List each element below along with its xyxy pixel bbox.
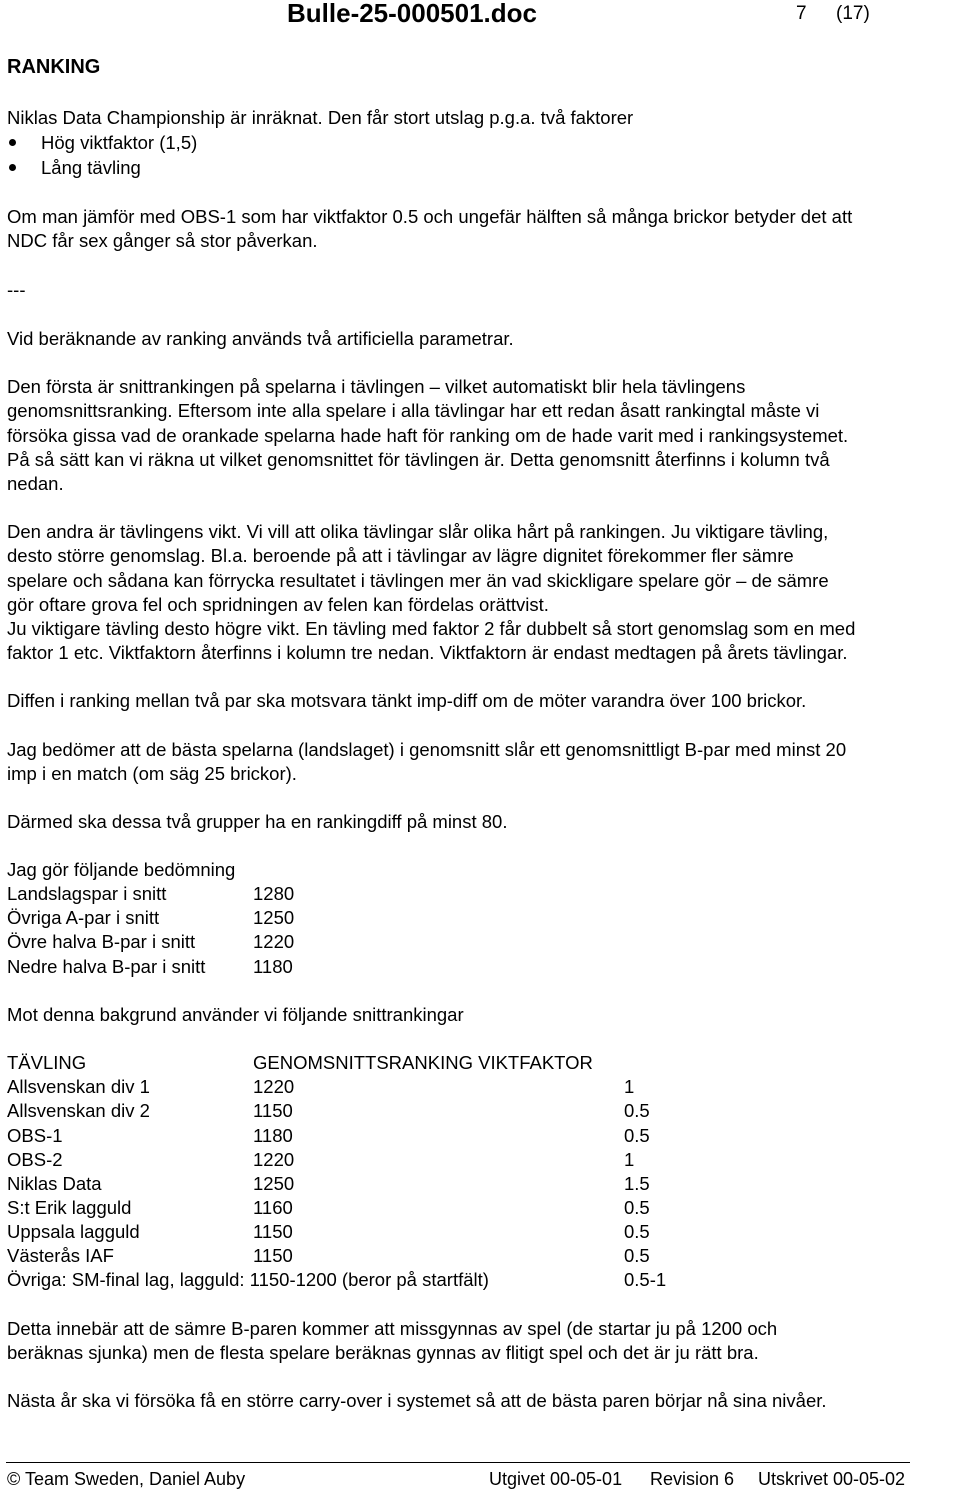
table-cell-ranking: 1220 <box>253 1149 295 1170</box>
conclusion-line: beräknas sjunka) men de flesta spelare beräknas gynnas av flitigt spel och det är ju rätt bra. <box>7 1342 759 1363</box>
paragraph-line: desto större genomslag. Bl.a. beroende på att i tävlingar av lägre dignitet förekommer fler sämre <box>7 545 794 566</box>
paragraph-line: gör oftare grova fel och spridningen av felen kan fördelas orättvist. <box>7 594 549 615</box>
assessment-label: Nedre halva B-par i snitt <box>7 956 206 977</box>
table-cell-factor: 0.5 <box>624 1197 650 1218</box>
params-line: Vid beräknande av ranking används två artificiella parametrar. <box>7 328 514 349</box>
table-cell-factor: 1.5 <box>624 1173 650 1194</box>
table-cell-factor: 0.5-1 <box>624 1269 667 1290</box>
table-cell-name: OBS-2 <box>7 1149 63 1170</box>
page-number: 7 <box>796 3 807 24</box>
table-header-tavling: TÄVLING <box>7 1052 87 1073</box>
footer-printed: Utskrivet 00-05-02 <box>758 1469 906 1489</box>
footer-revision: Revision 6 <box>650 1469 735 1489</box>
table-cell-factor: 1 <box>624 1076 635 1097</box>
conclusion-line: Detta innebär att de sämre B-paren kommer att missgynnas av spel (de startar ju på 1200 och <box>7 1318 778 1339</box>
paragraph-line: genomsnittsranking. Eftersom inte alla spelare i alla tävlingar har ett redan åsatt rankingtal måste vi <box>7 400 820 421</box>
bullet-dot <box>9 139 16 146</box>
table-cell-ranking: 1250 <box>253 1173 295 1194</box>
document-title: Bulle-25-000501.doc <box>287 0 538 28</box>
table-cell-factor: 0.5 <box>624 1245 650 1266</box>
footer-issued: Utgivet 00-05-01 <box>489 1469 623 1489</box>
footer-copyright: © Team Sweden, Daniel Auby <box>7 1469 246 1489</box>
table-cell-factor: 0.5 <box>624 1125 650 1146</box>
table-cell-ranking: 1220 <box>253 1076 295 1097</box>
paragraph-line: Den första är snittrankingen på spelarna i tävlingen – vilket automatiskt blir hela tävlingens <box>7 376 746 397</box>
bullet-item: Hög viktfaktor (1,5) <box>41 132 198 153</box>
compare-line: Om man jämför med OBS-1 som har viktfaktor 0.5 och ungefär hälften så många brickor betyder det att <box>7 206 853 227</box>
diff-line: Diffen i ranking mellan två par ska motsvara tänkt imp-diff om de möter varandra över 100 brickor. <box>7 690 807 711</box>
table-cell-ranking: 1150 <box>253 1100 293 1121</box>
compare-line: NDC får sex gånger så stor påverkan. <box>7 230 318 251</box>
assessment-value: 1280 <box>253 883 295 904</box>
table-cell-name: Niklas Data <box>7 1173 102 1194</box>
assessment-value: 1220 <box>253 931 295 952</box>
section-heading: RANKING <box>7 56 101 78</box>
judge-line: Jag bedömer att de bästa spelarna (landslaget) i genomsnitt slår ett genomsnittligt B-par med minst 20 <box>7 739 847 760</box>
bullet-item: Lång tävling <box>41 157 141 178</box>
assessment-title: Jag gör följande bedömning <box>7 859 236 880</box>
therefore-line: Därmed ska dessa två grupper ha en rankingdiff på minst 80. <box>7 811 508 832</box>
table-cell-name: Uppsala lagguld <box>7 1221 140 1242</box>
table-cell-ranking: 1180 <box>253 1125 293 1146</box>
table-cell-factor: 0.5 <box>624 1221 650 1242</box>
assessment-label: Övriga A-par i snitt <box>7 907 160 928</box>
table-cell-ranking: 1150 <box>253 1221 293 1242</box>
next-year-line: Nästa år ska vi försöka få en större carry-over i systemet så att de bästa paren börjar nå sina nivåer. <box>7 1390 827 1411</box>
paragraph-line: Den andra är tävlingens vikt. Vi vill att olika tävlingar slår olika hårt på rankingen. Ju viktigare tävling, <box>7 521 829 542</box>
paragraph-line: Ju viktigare tävling desto högre vikt. En tävling med faktor 2 får dubbelt så stort genomslag som en med <box>7 618 856 639</box>
paragraph-line: faktor 1 etc. Viktfaktorn återfinns i kolumn tre nedan. Viktfaktorn är endast medtagen på årets tävlingar. <box>7 642 848 663</box>
paragraph-line: spelare och sådana kan förrycka resultatet i tävlingen mer än vad skickligare spelare gör – de sämre <box>7 570 829 591</box>
page-total: (17) <box>836 3 870 24</box>
table-cell-ranking: 1150 <box>253 1245 293 1266</box>
table-cell-name: Allsvenskan div 1 <box>7 1076 150 1097</box>
paragraph-line: nedan. <box>7 473 64 494</box>
table-cell-factor: 1 <box>624 1149 635 1170</box>
paragraph-line: försöka gissa vad de orankade spelarna hade haft för ranking om de hade varit med i rankingsystemet. <box>7 425 849 446</box>
table-cell-factor: 0.5 <box>624 1100 650 1121</box>
table-cell-name: Västerås IAF <box>7 1245 114 1266</box>
assessment-label: Övre halva B-par i snitt <box>7 931 196 952</box>
table-cell-name: S:t Erik lagguld <box>7 1197 132 1218</box>
intro-line: Niklas Data Championship är inräknat. Den får stort utslag p.g.a. två faktorer <box>7 107 634 128</box>
table-cell-name: Allsvenskan div 2 <box>7 1100 150 1121</box>
judge-line: imp i en match (om säg 25 brickor). <box>7 763 297 784</box>
paragraph-line: På så sätt kan vi räkna ut vilket genomsnittet för tävlingen är. Detta genomsnitt återfinns i kolumn två <box>7 449 830 470</box>
assessment-value: 1180 <box>253 956 293 977</box>
separator: --- <box>7 279 26 300</box>
assessment-value: 1250 <box>253 907 295 928</box>
bullet-dot <box>9 164 16 171</box>
table-cell-name: OBS-1 <box>7 1125 63 1146</box>
assessment-label: Landslagspar i snitt <box>7 883 167 904</box>
table-header-ranking-factor: GENOMSNITTSRANKING VIKTFAKTOR <box>253 1052 593 1073</box>
table-cell-ranking: 1160 <box>253 1197 293 1218</box>
table-cell-name: Övriga: SM-final lag, lagguld: 1150-1200 (beror på startfält) <box>7 1269 489 1290</box>
footer-divider <box>6 1462 910 1463</box>
background-line: Mot denna bakgrund använder vi följande snittrankingar <box>7 1004 464 1025</box>
